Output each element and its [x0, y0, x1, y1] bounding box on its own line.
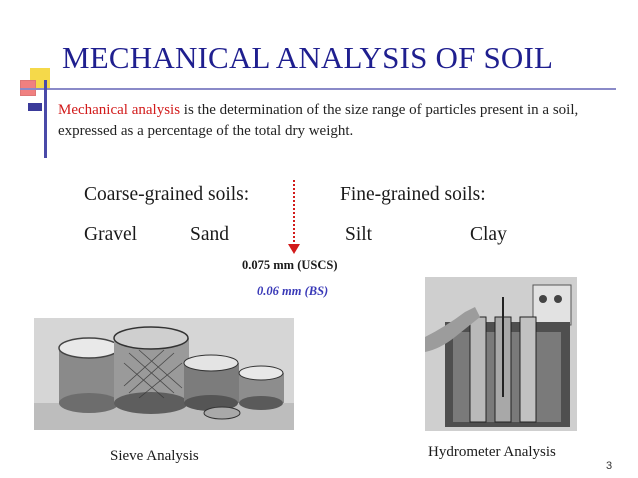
decor-blue-block [28, 103, 42, 111]
hydrometer-analysis-caption: Hydrometer Analysis [428, 444, 556, 460]
uscs-boundary-label: 0.075 mm (USCS) [242, 258, 338, 272]
sieve-analysis-photo [34, 318, 294, 430]
slide-title: MECHANICAL ANALYSIS OF SOIL [62, 40, 554, 75]
definition-text: is the determination of the size range of particles present in a soil, expressed as a percentage of the total dry weight. [58, 102, 579, 139]
hydrometer-illustration [425, 277, 577, 431]
sieve-analysis-caption: Sieve Analysis [110, 448, 199, 464]
gravel-label: Gravel [84, 224, 138, 245]
definition-paragraph [58, 100, 618, 142]
coarse-grained-label: Coarse-grained soils: [84, 184, 250, 205]
fine-grained-label: Fine-grained soils: [340, 184, 486, 205]
sand-label: Sand [190, 224, 229, 245]
decor-title-underline [20, 88, 616, 90]
boundary-dotted-arrow [284, 178, 304, 258]
page-number: 3 [606, 460, 613, 472]
bs-boundary-label: 0.06 mm (BS) [257, 284, 329, 298]
hydrometer-analysis-photo [425, 277, 577, 431]
silt-label: Silt [345, 224, 373, 245]
sieve-illustration [34, 318, 294, 430]
definition-highlight: Mechanical analysis [58, 102, 181, 118]
decor-vertical-bar [44, 80, 47, 158]
clay-label: Clay [470, 224, 507, 245]
